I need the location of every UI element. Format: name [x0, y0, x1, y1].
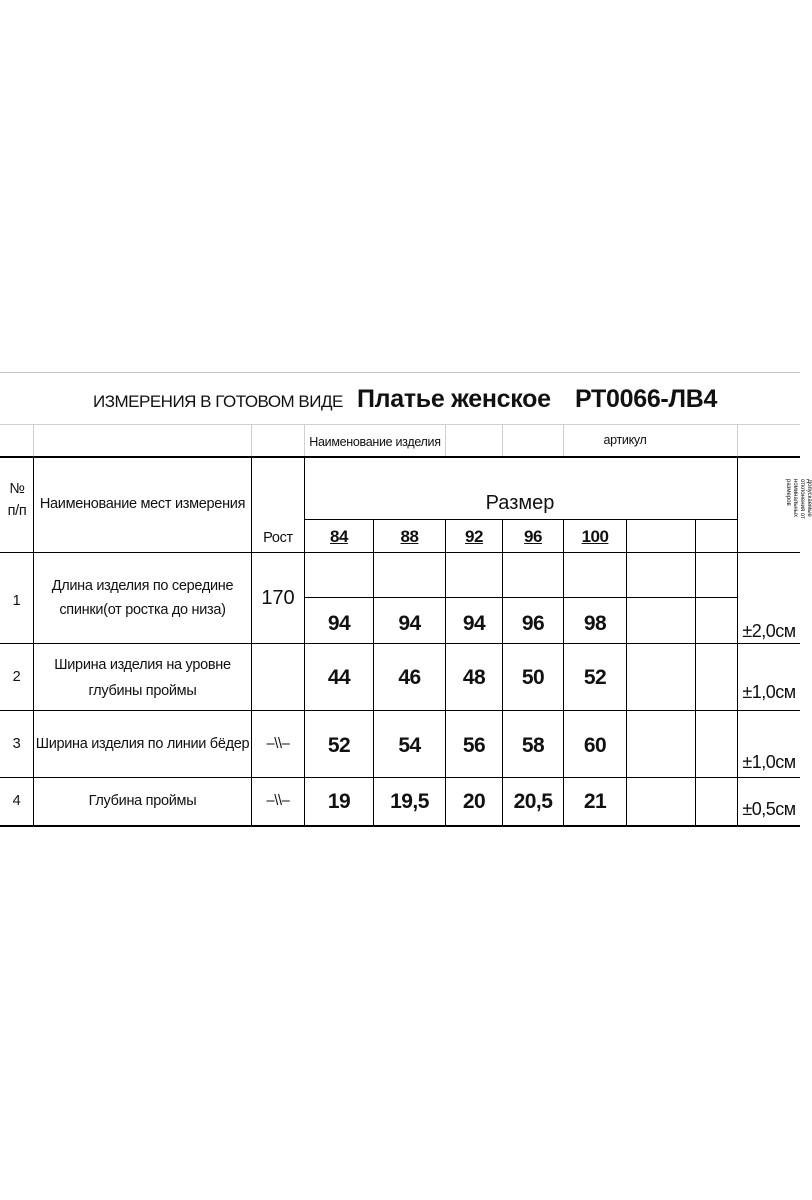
- row-2-name: Ширина изделия на уровне глубины проймы: [54, 657, 231, 699]
- header-place: Наименование мест измерения: [39, 496, 246, 512]
- table-border: [251, 456, 252, 827]
- table-border: [0, 456, 800, 458]
- table-border: [304, 597, 737, 598]
- size-header-96: 96: [524, 527, 542, 546]
- product-name: Платье женское: [357, 385, 551, 413]
- header-size: Размер: [485, 492, 555, 514]
- table-border: [0, 643, 800, 644]
- row-2-value: 46: [398, 666, 421, 689]
- row-2-num: 2: [12, 669, 21, 685]
- row-2-tolerance: ±1,0см: [742, 682, 796, 702]
- grid-line: [737, 424, 738, 456]
- row-1-height: 170: [261, 587, 295, 609]
- table-border: [626, 519, 627, 827]
- row-1-value: 94: [327, 612, 351, 635]
- row-4-value: 19: [327, 790, 351, 813]
- row-3-name: Ширина изделия по линии бёдер: [35, 736, 250, 752]
- grid-line: [445, 424, 446, 456]
- row-4-value: 19,5: [390, 790, 429, 813]
- grid-line: [502, 424, 503, 456]
- row-2-value: 52: [583, 666, 607, 689]
- table-border: [0, 825, 800, 827]
- row-3-value: 56: [462, 734, 486, 757]
- header-height: Рост: [263, 530, 293, 546]
- article-label: артикул: [603, 433, 647, 447]
- product-label: Наименование изделия: [309, 435, 441, 449]
- table-border: [737, 552, 800, 553]
- row-4-value: 20,5: [513, 790, 553, 813]
- row-1-value: 98: [583, 612, 607, 635]
- row-3-tolerance: ±1,0см: [742, 752, 796, 772]
- row-3-num: 3: [12, 736, 21, 752]
- table-border: [0, 777, 800, 778]
- table-border: [304, 456, 305, 827]
- row-4-value: 20: [462, 790, 486, 813]
- row-4-tolerance: ±0,5см: [742, 799, 796, 819]
- row-3-value: 60: [583, 734, 607, 757]
- size-header-84: 84: [330, 527, 348, 546]
- row-2-value: 48: [462, 666, 486, 689]
- header-tolerance: Допускаемые отклонения от номинальных размеров: [785, 479, 812, 519]
- measurement-sheet: [0, 372, 812, 827]
- grid-line: [0, 424, 800, 425]
- row-2-value: 44: [327, 666, 351, 689]
- row-4-height: –\\–: [266, 793, 290, 809]
- row-4-value: 21: [583, 790, 607, 813]
- row-2-value: 50: [521, 666, 545, 689]
- row-3-height: –\\–: [266, 736, 290, 752]
- row-3-value: 52: [327, 734, 351, 757]
- row-1-num: 1: [12, 593, 21, 609]
- row-3-value: 58: [521, 734, 545, 757]
- row-4-name: Глубина проймы: [88, 793, 197, 809]
- row-1-value: 96: [521, 612, 545, 635]
- grid-line: [563, 424, 564, 456]
- row-1-name: Длина изделия по середине спинки(от ростка до низа): [51, 578, 234, 618]
- title-row: [0, 372, 800, 425]
- grid-line: [304, 424, 305, 456]
- size-header-100: 100: [581, 527, 609, 546]
- article-number: РТ0066-ЛВ4: [575, 385, 718, 413]
- table-border: [33, 456, 34, 827]
- row-4-num: 4: [12, 793, 21, 809]
- table-border: [0, 710, 800, 711]
- header-num: № п/п: [7, 481, 27, 519]
- grid-line: [33, 424, 34, 456]
- size-header-92: 92: [465, 527, 483, 546]
- table-border: [695, 519, 696, 827]
- size-header-88: 88: [400, 527, 419, 546]
- table-border: [304, 552, 737, 553]
- row-1-tolerance: ±2,0см: [742, 621, 796, 641]
- grid-line: [251, 424, 252, 456]
- row-3-value: 54: [398, 734, 421, 757]
- sheet-title: ИЗМЕРЕНИЯ В ГОТОВОМ ВИДЕ: [93, 392, 343, 411]
- row-1-value: 94: [462, 612, 486, 635]
- table-border: [0, 552, 304, 553]
- row-1-value: 94: [398, 612, 421, 635]
- table-border: [304, 519, 737, 520]
